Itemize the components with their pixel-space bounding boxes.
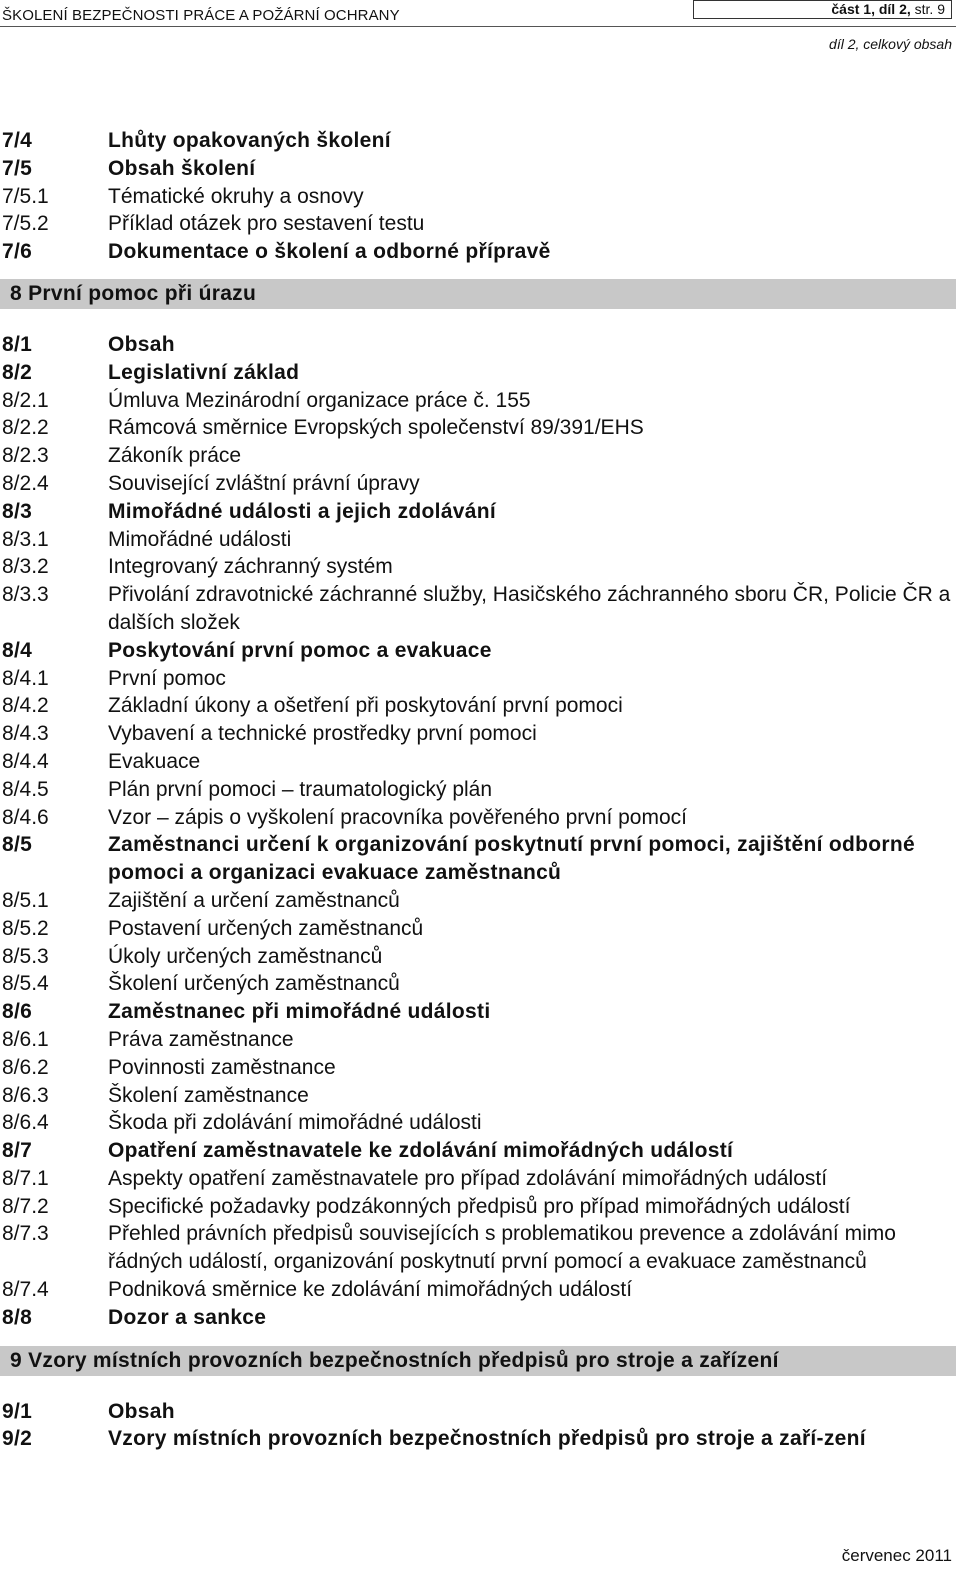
toc-entry-title: Aspekty opatření zaměstnavatele pro případ zdolávání mimořádných událostí (108, 1166, 828, 1190)
toc-entry-title: První pomoc (108, 666, 226, 690)
toc-entry-number: 8/7.3 (2, 1222, 49, 1246)
toc-entry-number: 8/4.3 (2, 722, 49, 746)
toc-entry (0, 359, 956, 387)
toc-entry-number: 8/5.3 (2, 944, 49, 968)
toc-entry-number: 8/4.4 (2, 749, 49, 773)
toc-entry-title: Integrovaný záchranný systém (108, 555, 393, 579)
part-label: část 1, díl 2, (831, 1, 911, 17)
toc-entry (0, 831, 956, 887)
toc-entry-title: Základní úkony a ošetření při poskytování první pomoci (108, 694, 623, 718)
toc-entry (0, 1137, 956, 1165)
toc-entry-title: Legislativní základ (108, 360, 300, 384)
toc-entry-number: 8/2.2 (2, 416, 49, 440)
toc-entry-title: Úkoly určených zaměstnanců (108, 944, 383, 968)
toc-entry-title: Mimořádné události (108, 527, 292, 551)
toc-entry-number: 8/2.4 (2, 471, 49, 495)
toc-entry (0, 1165, 956, 1193)
toc-entry-title: Příklad otázek pro sestavení testu (108, 212, 425, 236)
toc-entry-title: Obsah (108, 332, 175, 356)
toc-entry (0, 637, 956, 665)
toc-entry-number: 7/6 (2, 240, 33, 264)
toc-entry-title: Přehled právních předpisů souvisejících s problematikou prevence a zdolávání mimo řádných událostí, organizování poskytnutí první pomocí a evakuace zaměstnanců (108, 1222, 896, 1274)
toc-entry-number: 7/5 (2, 156, 33, 180)
footer-date: červenec 2011 (841, 1546, 952, 1565)
toc-entry-title: Zákoník práce (108, 444, 242, 468)
toc-entry-number: 8/3.3 (2, 583, 49, 607)
toc-entry-title: Dozor a sankce (108, 1305, 267, 1329)
section-heading: 9 Vzory místních provozních bezpečnostních předpisů pro stroje a zařízení (0, 1346, 956, 1376)
toc-entry (0, 943, 956, 971)
toc-entry (0, 720, 956, 748)
toc-entry-number: 8/2.3 (2, 444, 49, 468)
toc-entry-title: Přivolání zdravotnické záchranné služby, Hasičského záchranného sboru ČR, Policie ČR a dalších složek (108, 583, 951, 634)
toc-entry (0, 127, 956, 155)
toc-entry-title: Dokumentace o školení a odborné přípravě (108, 240, 551, 264)
toc-entry (0, 887, 956, 915)
toc-entry-number: 8/7.2 (2, 1194, 49, 1218)
toc-entry-number: 8/5.2 (2, 916, 49, 940)
page-header (0, 0, 960, 60)
toc-entry-number: 8/4.6 (2, 805, 49, 829)
toc-entry (0, 748, 956, 776)
toc-entry (0, 414, 956, 442)
section-heading: 8 První pomoc při úrazu (0, 279, 956, 309)
toc-entry-number: 8/6.2 (2, 1055, 49, 1079)
toc-entry-title: Opatření zaměstnavatele ke zdolávání mimořádných událostí (108, 1139, 734, 1163)
toc-entry-number: 8/4.2 (2, 694, 49, 718)
toc-entry-title: Zajištění a určení zaměstnanců (108, 888, 400, 912)
toc-entry-title: Obsah (108, 1399, 175, 1423)
toc-entry-number: 8/7 (2, 1139, 33, 1163)
toc-entry-number: 7/4 (2, 129, 33, 152)
table-of-contents (0, 127, 956, 1453)
toc-entry (0, 1425, 956, 1453)
toc-entry (0, 553, 956, 581)
toc-entry (0, 183, 956, 211)
toc-entry-number: 9/2 (2, 1427, 33, 1451)
toc-entry (0, 210, 956, 238)
toc-entry-number: 9/1 (2, 1399, 33, 1423)
toc-entry-title: Obsah školení (108, 156, 256, 180)
toc-entry-number: 8/5 (2, 833, 33, 857)
toc-entry (0, 1304, 956, 1332)
toc-entry-number: 8/6.3 (2, 1083, 49, 1107)
toc-entry (0, 331, 956, 359)
toc-entry-title: Rámcová směrnice Evropských společenství 89/391/EHS (108, 416, 644, 440)
toc-entry (0, 1398, 956, 1426)
toc-entry (0, 1054, 956, 1082)
toc-entry (0, 970, 956, 998)
toc-entry-title: Podniková směrnice ke zdolávání mimořádných událostí (108, 1278, 633, 1302)
toc-entry-title: Zaměstnanec při mimořádné události (108, 1000, 491, 1024)
toc-entry (0, 915, 956, 943)
toc-entry (0, 1276, 956, 1304)
toc-entry-number: 8/3.1 (2, 527, 49, 551)
toc-entry-number: 8/7.1 (2, 1166, 49, 1190)
toc-entry (0, 498, 956, 526)
header-divider (0, 26, 956, 27)
toc-entry-number: 8/3 (2, 499, 33, 523)
toc-entry-title: Škoda při zdolávání mimořádné události (108, 1111, 482, 1135)
toc-entry-title: Mimořádné události a jejich zdolávání (108, 499, 497, 523)
toc-entry (0, 526, 956, 554)
toc-entry-title: Vybavení a technické prostředky první pomoci (108, 722, 537, 746)
toc-entry-title: Vzor – zápis o vyškolení pracovníka pověřeného první pomocí (108, 805, 687, 829)
toc-entry-number: 8/1 (2, 332, 33, 356)
toc-entry-number: 7/5.1 (2, 184, 49, 208)
toc-entry-title: Školení určených zaměstnanců (108, 972, 400, 996)
page-label: str. 9 (914, 1, 945, 17)
toc-entry (0, 581, 956, 637)
toc-entry-number: 8/2 (2, 360, 33, 384)
toc-entry-title: Práva zaměstnance (108, 1027, 294, 1051)
toc-entry-title: Školení zaměstnance (108, 1083, 309, 1107)
toc-entry (0, 1026, 956, 1054)
toc-entry-number: 8/7.4 (2, 1278, 49, 1302)
toc-entry-title: Plán první pomoci – traumatologický plán (108, 777, 493, 801)
toc-entry-title: Postavení určených zaměstnanců (108, 916, 424, 940)
toc-entry (0, 1082, 956, 1110)
toc-entry (0, 665, 956, 693)
toc-entry (0, 1193, 956, 1221)
toc-entry-title: Povinnosti zaměstnance (108, 1055, 336, 1079)
toc-entry (0, 804, 956, 832)
toc-entry-number: 8/5.1 (2, 888, 49, 912)
toc-entry-number: 8/6.1 (2, 1027, 49, 1051)
toc-entry-number: 8/5.4 (2, 972, 49, 996)
toc-entry-number: 8/4.5 (2, 777, 49, 801)
toc-entry-number: 8/6 (2, 1000, 33, 1024)
toc-entry-number: 8/4.1 (2, 666, 49, 690)
toc-entry (0, 470, 956, 498)
toc-entry-number: 8/2.1 (2, 388, 49, 412)
toc-entry (0, 387, 956, 415)
part-page-box (693, 0, 952, 19)
toc-entry-title: Tématické okruhy a osnovy (108, 184, 364, 208)
toc-entry (0, 155, 956, 183)
toc-entry-title: Úmluva Mezinárodní organizace práce č. 155 (108, 388, 531, 412)
running-subtitle: díl 2, celkový obsah (829, 36, 952, 52)
toc-entry-title: Vzory místních provozních bezpečnostních předpisů pro stroje a zaří-zení (108, 1427, 866, 1451)
toc-entry-number: 7/5.2 (2, 212, 49, 236)
toc-entry-title: Související zvláštní právní úpravy (108, 471, 420, 495)
toc-entry (0, 692, 956, 720)
toc-entry (0, 442, 956, 470)
toc-entry-title: Lhůty opakovaných školení (108, 129, 391, 152)
toc-entry (0, 776, 956, 804)
toc-entry-number: 8/8 (2, 1305, 33, 1329)
toc-entry-number: 8/6.4 (2, 1111, 49, 1135)
toc-entry-number: 8/4 (2, 638, 33, 662)
toc-entry (0, 1220, 956, 1276)
toc-entry (0, 1109, 956, 1137)
toc-entry-title: Poskytování první pomoc a evakuace (108, 638, 492, 662)
toc-entry (0, 998, 956, 1026)
toc-entry-title: Zaměstnanci určení k organizování poskytnutí první pomoci, zajištění odborné pomoci a organizaci evakuace zaměstnanců (108, 833, 915, 885)
toc-entry-number: 8/3.2 (2, 555, 49, 579)
toc-entry-title: Evakuace (108, 749, 201, 773)
toc-entry (0, 238, 956, 266)
running-title: ŠKOLENÍ BEZPEČNOSTI PRÁCE A POŽÁRNÍ OCHRANY (2, 7, 400, 24)
toc-entry-title: Specifické požadavky podzákonných předpisů pro případ mimořádných událostí (108, 1194, 851, 1218)
